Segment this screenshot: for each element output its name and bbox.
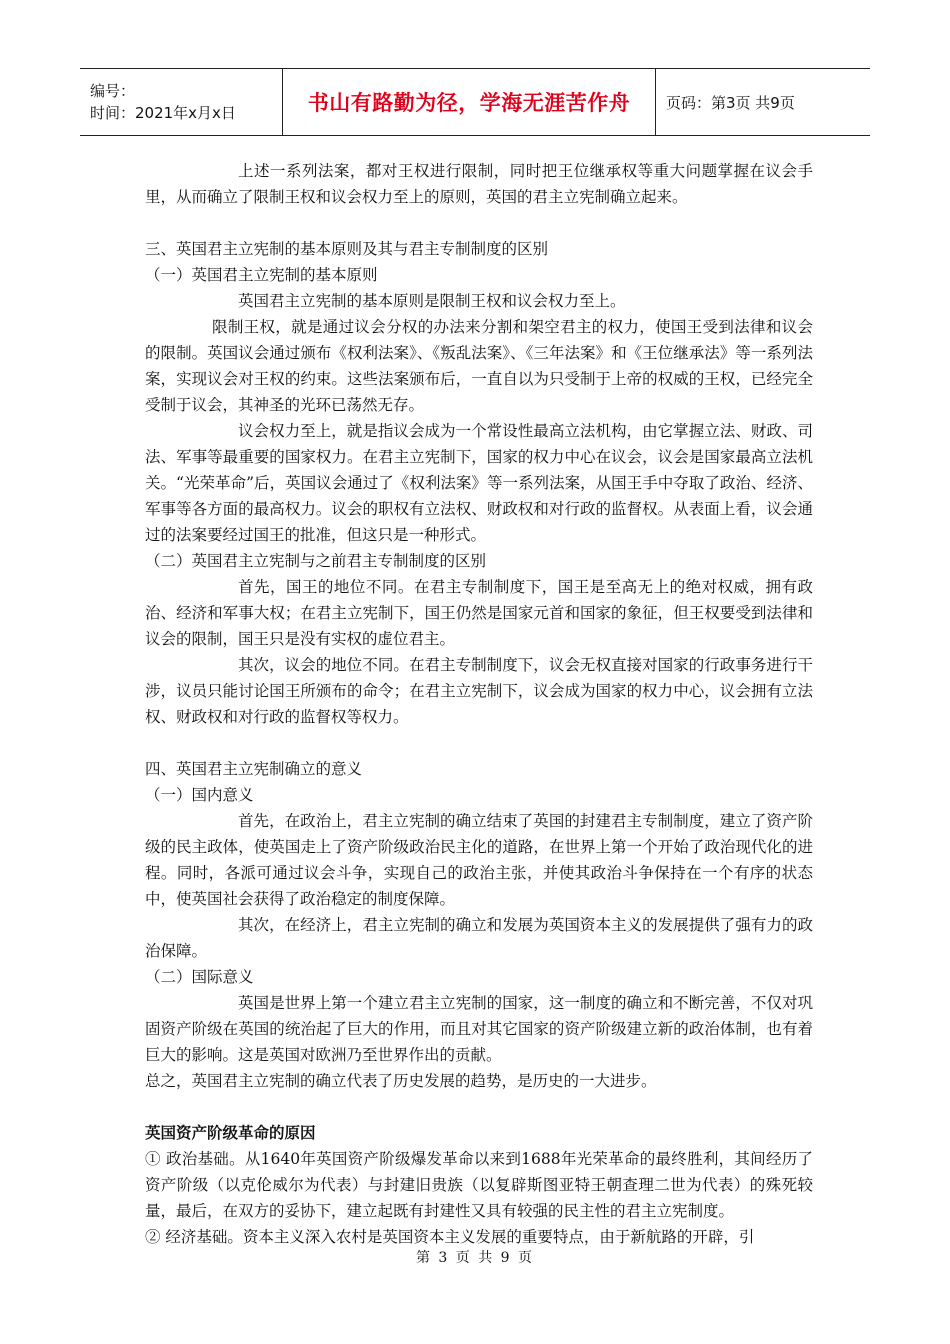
paragraph: 限制王权，就是通过议会分权的办法来分割和架空君主的权力，使国王受到法律和议会的限制。英国议会通过颁布《权利法案》、《叛乱法案》、《三年法案》和《王位继承法》等一系列法案，实现议会对王权的约束。这些法案颁布后，一直自以为只受制于上帝的权威的王权，已经完全受制于议会，其神圣的光环已荡然无存。 bbox=[145, 318, 813, 414]
paragraph: 英国是世界上第一个建立君主立宪制的国家，这一制度的确立和不断完善，不仅对巩固资产阶级在英国的统治起了巨大的作用，而且对其它国家的资产阶级建立新的政治体制，也有着巨大的影响。这是英国对欧洲乃至世界作出的贡献。 bbox=[145, 994, 813, 1064]
paragraph: 英国君主立宪制的基本原则是限制王权和议会权力至上。 bbox=[238, 292, 626, 310]
motto-text: 书山有路勤为径，学海无涯苦作舟 bbox=[307, 91, 631, 115]
section-heading: 四、英国君主立宪制确立的意义 bbox=[145, 760, 363, 778]
header-motto bbox=[282, 69, 656, 135]
footer-page-number: 第 3 页 共 9 页 bbox=[415, 1250, 535, 1266]
page-number-label: 页码：第3页 共9页 bbox=[666, 93, 795, 112]
document-body bbox=[145, 158, 813, 1250]
paragraph: ② 经济基础。资本主义深入农村是英国资本主义发展的重要特点，由于新航路的开辟，引 bbox=[145, 1228, 755, 1246]
spacer bbox=[145, 210, 813, 236]
header-page-info bbox=[656, 69, 870, 135]
paragraph: 上述一系列法案，都对王权进行限制，同时把王位继承权等重大问题掌握在议会手里，从而确立了限制王权和议会权力至上的原则，英国的君主立宪制确立起来。 bbox=[145, 162, 813, 206]
paragraph: 其次，在经济上，君主立宪制的确立和发展为英国资本主义的发展提供了强有力的政治保障。 bbox=[145, 916, 813, 960]
section-heading-bold: 英国资产阶级革命的原因 bbox=[145, 1123, 316, 1142]
document-date: 时间：2021年x月x日 bbox=[90, 104, 236, 122]
page-header bbox=[80, 68, 870, 136]
paragraph: 首先，国王的地位不同。在君主专制制度下，国王是至高无上的绝对权威，拥有政治、经济和军事大权；在君主立宪制下，国王仍然是国家元首和国家的象征，但王权要受到法律和议会的限制，国王只是没有实权的虚位君主。 bbox=[145, 578, 813, 648]
paragraph: 其次，议会的地位不同。在君主专制制度下，议会无权直接对国家的行政事务进行干涉，议员只能讨论国王所颁布的命令；在君主立宪制下，议会成为国家的权力中心，议会拥有立法权、财政权和对行政的监督权等权力。 bbox=[145, 656, 813, 726]
paragraph: 总之，英国君主立宪制的确立代表了历史发展的趋势，是历史的一大进步。 bbox=[145, 1072, 657, 1090]
subsection-heading: （一）英国君主立宪制的基本原则 bbox=[145, 266, 378, 284]
paragraph: 议会权力至上，就是指议会成为一个常设性最高立法机构，由它掌握立法、财政、司法、军事等最重要的国家权力。在君主立宪制下，国家的权力中心在议会，议会是国家最高立法机关。“光荣革命”后，英国议会通过了《权利法案》等一系列法案，从国王手中夺取了政治、经济、军事等各方面的最高权力。议会的职权有立法权、财政权和对行政的监督权。从表面上看，议会通过的法案要经过国王的批准，但这只是一种形式。 bbox=[145, 422, 813, 544]
subsection-heading: （一）国内意义 bbox=[145, 786, 254, 804]
paragraph: ① 政治基础。从1640年英国资产阶级爆发革命以来到1688年光荣革命的最终胜利，其间经历了资产阶级（以克伦威尔为代表）与封建旧贵族（以复辟斯图亚特王朝查理二世为代表）的殊死较量，最后，在双方的妥协下，建立起既有封建性又具有较强的民主性的君主立宪制度。 bbox=[145, 1150, 813, 1220]
paragraph: 首先，在政治上，君主立宪制的确立结束了英国的封建君主专制制度，建立了资产阶级的民主政体，使英国走上了资产阶级政治民主化的道路，在世界上第一个开始了政治现代化的进程。同时，各派可通过议会斗争，实现自己的政治主张，并使其政治斗争保持在一个有序的状态中，使英国社会获得了政治稳定的制度保障。 bbox=[145, 812, 813, 908]
section-heading: 三、英国君主立宪制的基本原则及其与君主专制制度的区别 bbox=[145, 240, 549, 258]
spacer bbox=[145, 730, 813, 756]
subsection-heading: （二）国际意义 bbox=[145, 968, 254, 986]
page-footer bbox=[0, 1247, 950, 1267]
header-meta bbox=[80, 69, 282, 135]
spacer bbox=[145, 1094, 813, 1120]
subsection-heading: （二）英国君主立宪制与之前君主专制制度的区别 bbox=[145, 552, 487, 570]
document-number: 编号： bbox=[90, 82, 136, 100]
